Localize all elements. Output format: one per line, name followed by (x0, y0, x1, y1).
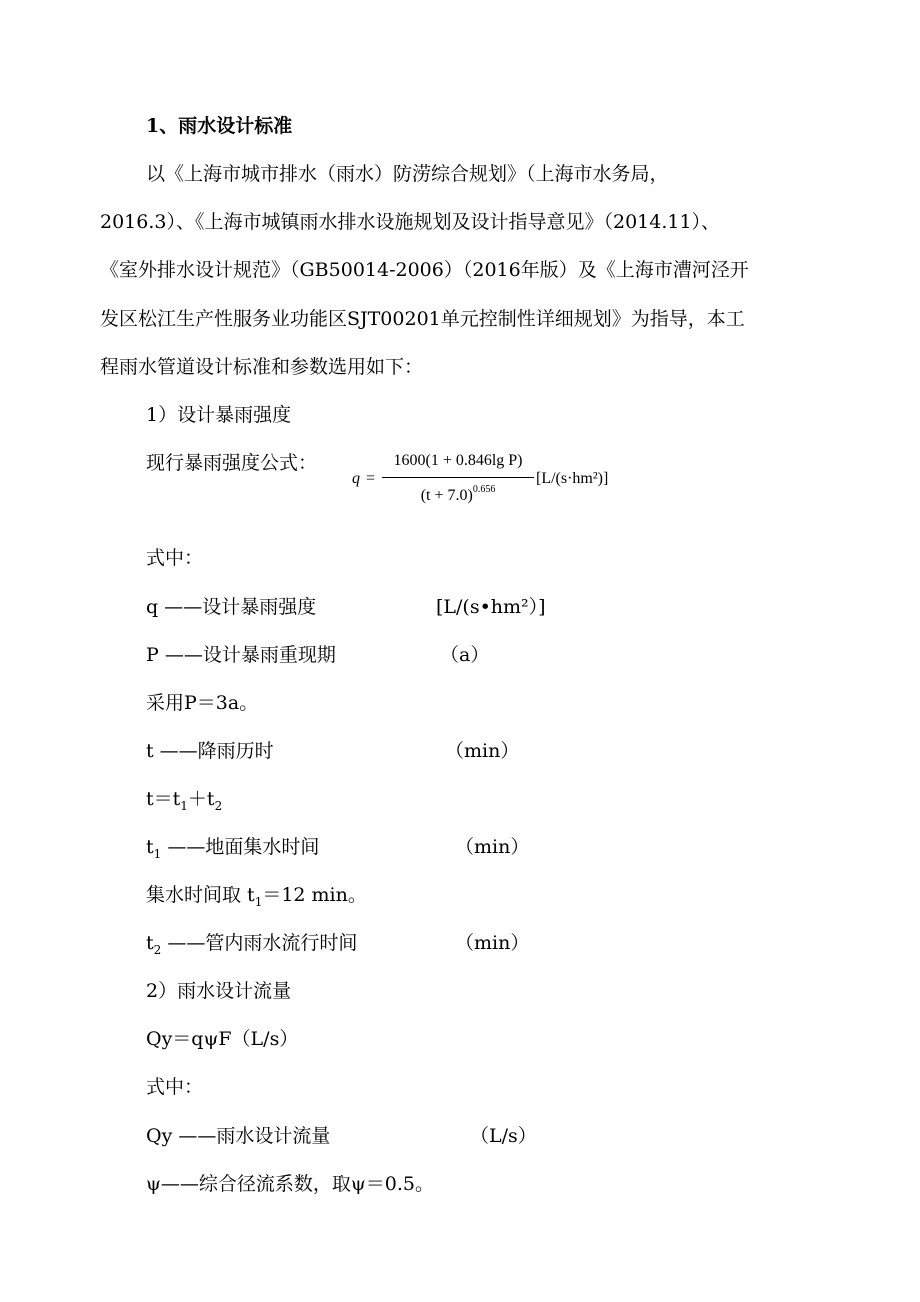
formula-equals: = (366, 470, 376, 487)
where-label-2: 式中： (146, 1076, 204, 1098)
fraction-bar (382, 477, 534, 478)
intro-line-1: 以《上海市城市排水（雨水）防涝综合规划》（上海市水务局， (146, 163, 669, 185)
denominator-base: (t + 7.0) (420, 487, 473, 504)
def-psi: ψ——综合径流系数，取ψ＝0.5。 (146, 1173, 435, 1195)
formula-numerator: 1600(1 + 0.846lg P) (393, 452, 523, 469)
t-sum-sub1: 1 (180, 798, 188, 813)
def-t-symbol: t ——降雨历时 (146, 740, 274, 762)
def-qy-unit: （L/s） (470, 1125, 537, 1147)
def-t1-symbol (146, 835, 319, 859)
t-sum-equation (146, 787, 222, 811)
formula-lhs: q (352, 470, 360, 487)
def-t2-sub: 2 (153, 942, 162, 957)
def-p-symbol: P ——设计暴雨重现期 (146, 644, 336, 666)
intro-line-2: 2016.3）、《上海市城镇雨水排水设施规划及设计指导意见》（2014.11）、 (100, 211, 721, 233)
denominator-exponent: 0.656 (472, 484, 496, 495)
def-q-symbol: q ——设计暴雨强度 (146, 596, 317, 618)
def-t2-unit: （min） (455, 932, 530, 954)
def-t2-t: t (146, 932, 154, 954)
t-sum-sub2: 2 (214, 798, 223, 813)
intro-line-4: 发区松江生产性服务业功能区SJT00201单元控制性详细规划》为指导，本工 (100, 308, 745, 330)
def-t1-t: t (146, 836, 154, 858)
def-qy-symbol: Qy ——雨水设计流量 (146, 1125, 331, 1147)
where-label-1: 式中： (146, 547, 204, 569)
def-t-unit: （min） (445, 740, 520, 762)
note-p: 采用P＝3a。 (146, 692, 259, 714)
def-t2-symbol (146, 931, 357, 955)
intro-line-3: 《室外排水设计规范》（GB50014-2006）（2016年版）及《上海市漕河泾开 (100, 259, 749, 281)
def-t1-unit: （min） (455, 836, 530, 858)
formula-unit: [L/(s·hm²)] (536, 470, 609, 487)
subsection-title-1: 1）设计暴雨强度 (146, 404, 292, 426)
flow-formula: Qy＝qψF（L/s） (146, 1028, 299, 1050)
note-t1-sub: 1 (254, 894, 263, 909)
def-t1-sub: 1 (153, 846, 162, 861)
rainfall-intensity-formula (352, 450, 652, 514)
def-q-unit: [L/(s•hm²）] (436, 596, 546, 618)
section-heading: 1、雨水设计标准 (146, 115, 293, 137)
formula-denominator (382, 484, 534, 505)
intro-line-5: 程雨水管道设计标准和参数选用如下： (100, 356, 424, 378)
def-p-unit: （a） (440, 644, 490, 666)
note-t1-post: ＝12 min。 (262, 884, 367, 906)
note-t1-pre: 集水时间取 t (146, 884, 255, 906)
subsection-title-2: 2）雨水设计流量 (146, 980, 292, 1002)
formula-label: 现行暴雨强度公式： (146, 452, 318, 474)
def-t1-text: ——地面集水时间 (161, 836, 320, 858)
note-t1 (146, 883, 367, 907)
t-sum-plus: ＋t (187, 788, 215, 810)
t-sum-t: t＝t (146, 788, 181, 810)
def-t2-text: ——管内雨水流行时间 (161, 932, 358, 954)
